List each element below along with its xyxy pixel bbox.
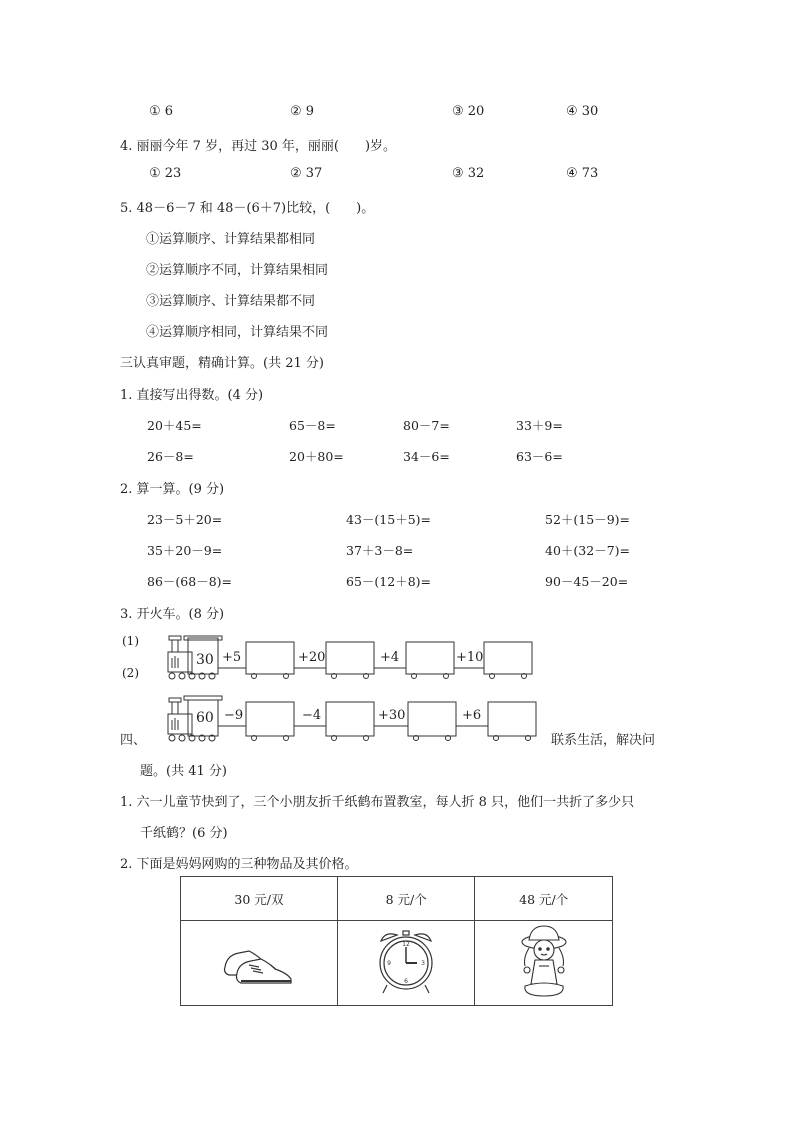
calc-item: 65－8=	[289, 418, 336, 433]
q3-option-3: ③ 20	[452, 104, 485, 119]
svg-text:6: 6	[404, 977, 409, 985]
q5-option-2: ②运算顺序不同，计算结果相同	[146, 263, 329, 278]
train1-op-2: +20	[298, 650, 326, 665]
train-1	[160, 630, 540, 682]
svg-text:12: 12	[402, 940, 410, 948]
train1-op-1: +5	[222, 650, 242, 665]
doll-cell	[475, 921, 613, 1006]
train1-op-4: +10	[456, 650, 484, 665]
q3-option-1: ① 6	[149, 104, 174, 119]
doll-icon	[509, 924, 579, 1000]
section4-prefix: 四、	[120, 733, 147, 748]
calc-item: 34－6=	[403, 449, 450, 464]
train-engine-icon	[168, 636, 222, 679]
calc-item: 35＋20－9=	[147, 543, 223, 558]
train1-start: 30	[196, 652, 214, 668]
shoes-cell	[181, 921, 338, 1006]
calc-item: 43－(15＋5)=	[346, 512, 431, 527]
calc-item: 37＋3－8=	[346, 543, 414, 558]
alarm-clock-icon	[371, 927, 441, 997]
s4-q1-line1: 1. 六一儿童节快到了，三个小朋友折千纸鹤布置教室，每人折 8 只，他们一共折了多少只	[120, 795, 635, 810]
train2-op-1: −9	[224, 708, 244, 723]
q5-question: 5. 48－6－7 和 48－(6＋7)比较，( )。	[120, 201, 375, 216]
q3-option-4: ④ 30	[566, 104, 599, 119]
q4-option-1: ① 23	[149, 166, 182, 181]
train2-op-3: +30	[378, 708, 406, 723]
q5-option-1: ①运算顺序、计算结果都相同	[146, 232, 316, 247]
s3-q1-title: 1. 直接写出得数。(4 分)	[120, 388, 264, 403]
calc-item: 40＋(32－7)=	[545, 543, 630, 558]
train-2	[160, 692, 540, 744]
calc-item: 63－6=	[516, 449, 563, 464]
calc-item: 52＋(15－9)=	[545, 512, 630, 527]
price-table	[180, 876, 613, 1006]
calc-item: 90－45－20=	[545, 574, 629, 589]
train1-op-3: +4	[380, 650, 400, 665]
section4-suffix: 联系生活，解决问	[551, 733, 656, 748]
section4-title-line2: 题。(共 41 分)	[140, 764, 227, 779]
train2-start: 60	[196, 710, 214, 726]
calc-item: 26－8=	[147, 449, 194, 464]
q4-option-4: ④ 73	[566, 166, 599, 181]
train-label-2: (2)	[122, 666, 139, 680]
calc-item: 23－5＋20=	[147, 512, 223, 527]
s4-q1-line2: 千纸鹤？(6 分)	[140, 826, 228, 841]
section3-title: 三认真审题，精确计算。(共 21 分)	[120, 356, 324, 371]
clock-cell	[337, 921, 475, 1006]
q3-option-2: ② 9	[290, 104, 315, 119]
calc-item: 20＋80=	[289, 449, 344, 464]
train2-op-2: −4	[302, 708, 322, 723]
q4-option-2: ② 37	[290, 166, 323, 181]
s3-q2-title: 2. 算一算。(9 分)	[120, 482, 225, 497]
q5-option-4: ④运算顺序相同，计算结果不同	[146, 325, 329, 340]
calc-item: 65－(12＋8)=	[346, 574, 431, 589]
calc-item: 86－(68－8)=	[147, 574, 232, 589]
train-engine-icon	[168, 696, 222, 741]
price-clock: 8 元/个	[337, 877, 475, 921]
s3-q3-title: 3. 开火车。(8 分)	[120, 607, 225, 622]
calc-item: 33＋9=	[516, 418, 563, 433]
price-shoes: 30 元/双	[181, 877, 338, 921]
s4-q2-text: 2. 下面是妈妈网购的三种物品及其价格。	[120, 857, 358, 872]
price-doll: 48 元/个	[475, 877, 613, 921]
svg-text:3: 3	[421, 959, 426, 967]
calc-item: 80－7=	[403, 418, 450, 433]
calc-item: 20＋45=	[147, 418, 202, 433]
q4-option-3: ③ 32	[452, 166, 485, 181]
q5-option-3: ③运算顺序、计算结果都不同	[146, 294, 316, 309]
shoes-icon	[219, 937, 299, 987]
q4-question: 4. 丽丽今年 7 岁，再过 30 年，丽丽( )岁。	[120, 139, 397, 154]
train-label-1: (1)	[122, 634, 139, 648]
svg-text:9: 9	[387, 959, 392, 967]
train2-op-4: +6	[462, 708, 482, 723]
